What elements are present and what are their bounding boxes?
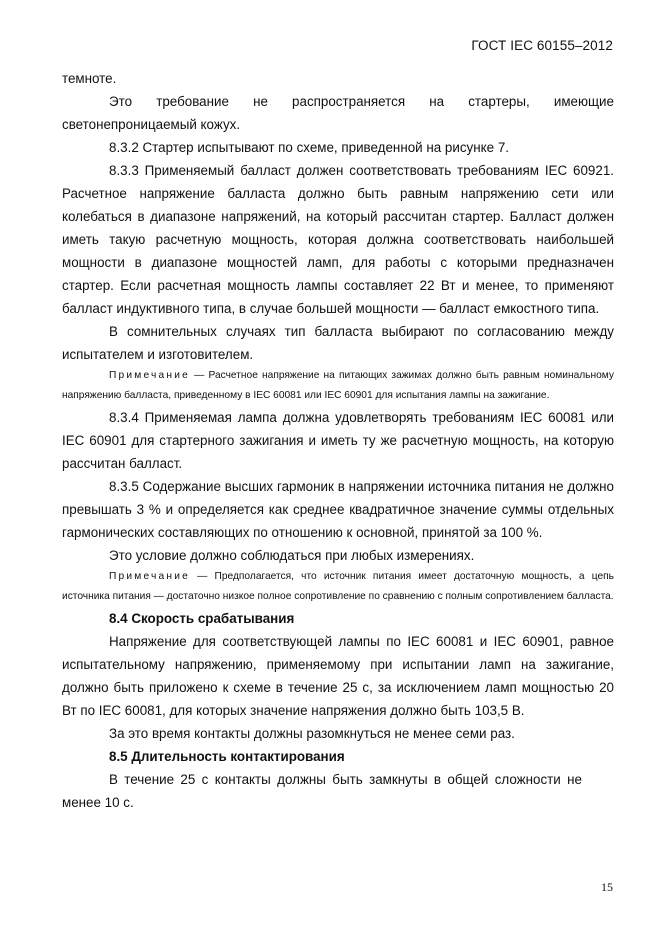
paragraph-exception: Это требование не распространяется на стартеры, имеющие светонепроницаемый кожух. bbox=[62, 94, 614, 132]
section-heading-8-5: 8.5 Длительность контактирования bbox=[109, 749, 345, 764]
paragraph-contacts-open: За это время контакты должны разомкнуться не менее семи раз. bbox=[109, 726, 515, 741]
section-heading-8-4: 8.4 Скорость срабатывания bbox=[109, 611, 295, 626]
page-number: 15 bbox=[601, 880, 613, 894]
note-1 bbox=[62, 366, 614, 406]
paragraph-8-4: Напряжение для соответствующей лампы по IEC 60081 и IEC 60901, равное испытательному напряжению, применяемому при испытании ламп на зажигание, должно быть приложено к схеме в течение 25 с, за исключением ламп мощностью 20 Вт по IEC 60081, для которых значение напряжения должно быть 103,5 В. bbox=[62, 634, 614, 718]
paragraph-condition: Это условие должно соблюдаться при любых измерениях. bbox=[109, 548, 475, 563]
note-2-label: Примечание bbox=[109, 571, 190, 582]
note-2 bbox=[62, 567, 614, 607]
paragraph-8-3-2: 8.3.2 Стартер испытывают по схеме, приведенной на рисунке 7. bbox=[109, 140, 509, 155]
note-1-text: — Расчетное напряжение на питающих зажимах должно быть равным номинальному напряжению балласта, приведенному в IEC 60081 или IEC 60901 для испытания лампы на зажигание. bbox=[62, 370, 614, 401]
note-2-text: — Предполагается, что источник питания имеет достаточную мощность, а цепь источника питания — достаточно низкое полное сопротивление по сравнению с полным сопротивлением балласта. bbox=[62, 571, 614, 602]
paragraph-continuation: темноте. bbox=[62, 71, 117, 86]
document-body bbox=[62, 67, 614, 814]
document-code-header: ГОСТ IEC 60155–2012 bbox=[471, 38, 613, 53]
paragraph-8-3-3: 8.3.3 Применяемый балласт должен соответствовать требованиям IEC 60921. Расчетное напряжение балласта должно быть равным напряжению сети или колебаться в диапазоне напряжений, на который рассчитан стартер. Балласт должен иметь такую расчетную мощность, которая должна соответствовать наибольшей мощности в диапазоне мощностей ламп, для работы с которыми предназначен стартер. Если расчетная мощность лампы составляет 22 Вт и менее, то применяют балласт индуктивного типа, в случае большей мощности — балласт емкостного типа. bbox=[62, 163, 614, 316]
note-1-label: Примечание bbox=[109, 370, 190, 381]
paragraph-8-3-5: 8.3.5 Содержание высших гармоник в напряжении источника питания не должно превышать 3 % и определяется как среднее квадратичное значение суммы отдельных гармонических составляющих по отношению к основной, принятой за 100 %. bbox=[62, 479, 614, 540]
paragraph-8-5: В течение 25 с контакты должны быть замкнуты в общей сложности не менее 10 с. bbox=[62, 772, 582, 810]
paragraph-ballast-choice: В сомнительных случаях тип балласта выбирают по согласованию между испытателем и изготовителем. bbox=[62, 324, 614, 362]
paragraph-8-3-4: 8.3.4 Применяемая лампа должна удовлетворять требованиям IEC 60081 или IEC 60901 для стартерного зажигания и иметь ту же расчетную мощность, на которую рассчитан балласт. bbox=[62, 410, 614, 471]
